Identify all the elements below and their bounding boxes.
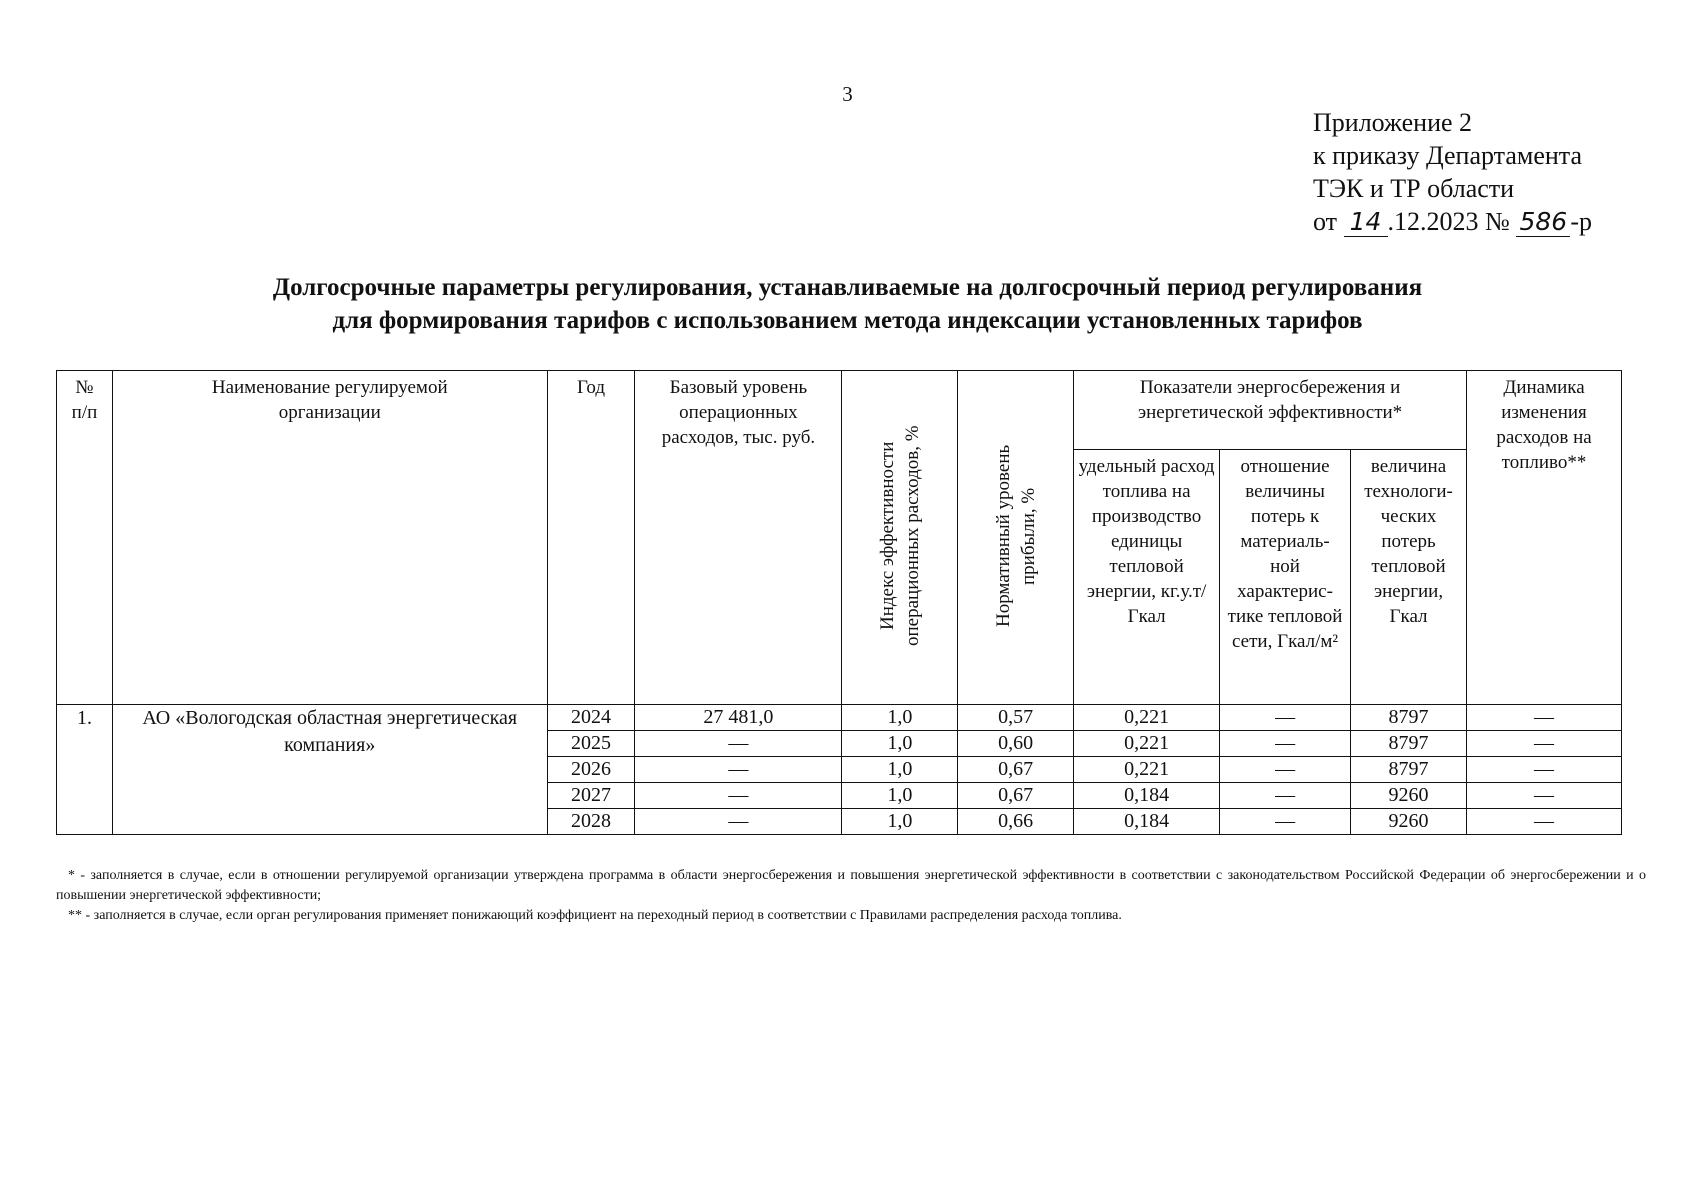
header-row-1 [57,371,1622,450]
date-rest: .12.2023 № [1387,207,1517,236]
cell-index: 1,0 [842,783,958,809]
title-line-1: Долгосрочные параметры регулирования, устанавливаемые на долгосрочный период регулирования [272,274,1423,301]
cell-tech: 9260 [1351,783,1467,809]
cell-loss: — [1220,705,1351,731]
cell-profit: 0,67 [958,783,1074,809]
cell-profit: 0,67 [958,757,1074,783]
cell-tech: 9260 [1351,809,1467,835]
cell-index: 1,0 [842,705,958,731]
cell-profit: 0,57 [958,705,1074,731]
order-suffix: -р [1570,207,1593,236]
cell-fuel: 0,221 [1074,705,1220,731]
cell-year: 2024 [547,705,635,731]
org-number: 1. [57,705,113,835]
cell-dynamics: — [1467,757,1622,783]
cell-year: 2025 [547,731,635,757]
header-energy-group: Показатели энергосбережения и энергетической эффективности* [1074,371,1467,450]
appendix-line-1: Приложение 2 [1313,108,1473,137]
header-efficiency-index: Индекс эффективности операционных расходов, % [842,371,958,705]
cell-tech: 8797 [1351,731,1467,757]
footnote-energy-saving: * - заполняется в случае, если в отношении регулируемой организации утверждена программа в области энергосбережения и повышения энергетической эффективности в соответствии с законодательством Российской Федерации об энергосбережении и о повышении энергетической эффективности; [56,868,1646,903]
header-profit-level: Нормативный уровень прибыли, % [958,371,1074,705]
parameters-table [56,370,1622,835]
cell-dynamics: — [1467,783,1622,809]
cell-index: 1,0 [842,809,958,835]
cell-tech: 8797 [1351,757,1467,783]
cell-loss: — [1220,731,1351,757]
cell-dynamics: — [1467,809,1622,835]
header-tech-losses: величина технологи-ческих потерь тепловой энергии, Гкал [1351,450,1467,705]
date-prefix: от [1313,207,1344,236]
cell-loss: — [1220,809,1351,835]
org-name: АО «Вологодская областная энергетическая компания» [112,705,547,835]
appendix-line-2: к приказу Департамента [1313,141,1583,170]
cell-fuel: 0,221 [1074,757,1220,783]
appendix-block [1313,106,1592,238]
date-day: 14 [1344,208,1388,237]
cell-index: 1,0 [842,757,958,783]
cell-loss: — [1220,783,1351,809]
cell-base: — [635,783,842,809]
cell-loss: — [1220,757,1351,783]
cell-fuel: 0,184 [1074,809,1220,835]
title-line-2: для формирования тарифов с использованием метода индексации установленных тарифов [332,307,1363,334]
cell-fuel: 0,221 [1074,731,1220,757]
header-loss-ratio: отношение величины потерь к материаль-ной характерис-тике тепловой сети, Гкал/м² [1220,450,1351,705]
cell-profit: 0,66 [958,809,1074,835]
cell-dynamics: — [1467,705,1622,731]
footnote-fuel-coefficient: ** - заполняется в случае, если орган регулирования применяет понижающий коэффициент на переходный период в соответствии с Правилами распределения расхода топлива. [68,908,1122,923]
appendix-line-3: ТЭК и ТР области [1313,174,1515,203]
cell-year: 2028 [547,809,635,835]
cell-tech: 8797 [1351,705,1467,731]
header-specific-fuel: удельный расход топлива на производство единицы тепловой энергии, кг.у.т/Гкал [1074,450,1220,705]
header-fuel-dynamics: Динамика изменения расходов на топливо** [1467,371,1622,705]
cell-year: 2027 [547,783,635,809]
cell-base: — [635,809,842,835]
table-row [57,705,1622,731]
cell-profit: 0,60 [958,731,1074,757]
cell-index: 1,0 [842,731,958,757]
page-number: 3 [842,82,853,106]
cell-fuel: 0,184 [1074,783,1220,809]
footnotes [56,866,1646,926]
header-year: Год [547,371,635,705]
cell-dynamics: — [1467,731,1622,757]
cell-base: — [635,757,842,783]
header-org: Наименование регулируемой организации [112,371,547,705]
header-num: № п/п [57,371,113,705]
header-base-cost: Базовый уровень операционных расходов, тыс. руб. [635,371,842,705]
cell-year: 2026 [547,757,635,783]
order-number: 586 [1516,208,1570,237]
cell-base: 27 481,0 [635,705,842,731]
document-title [0,271,1695,337]
appendix-date-line [1313,205,1592,238]
cell-base: — [635,731,842,757]
